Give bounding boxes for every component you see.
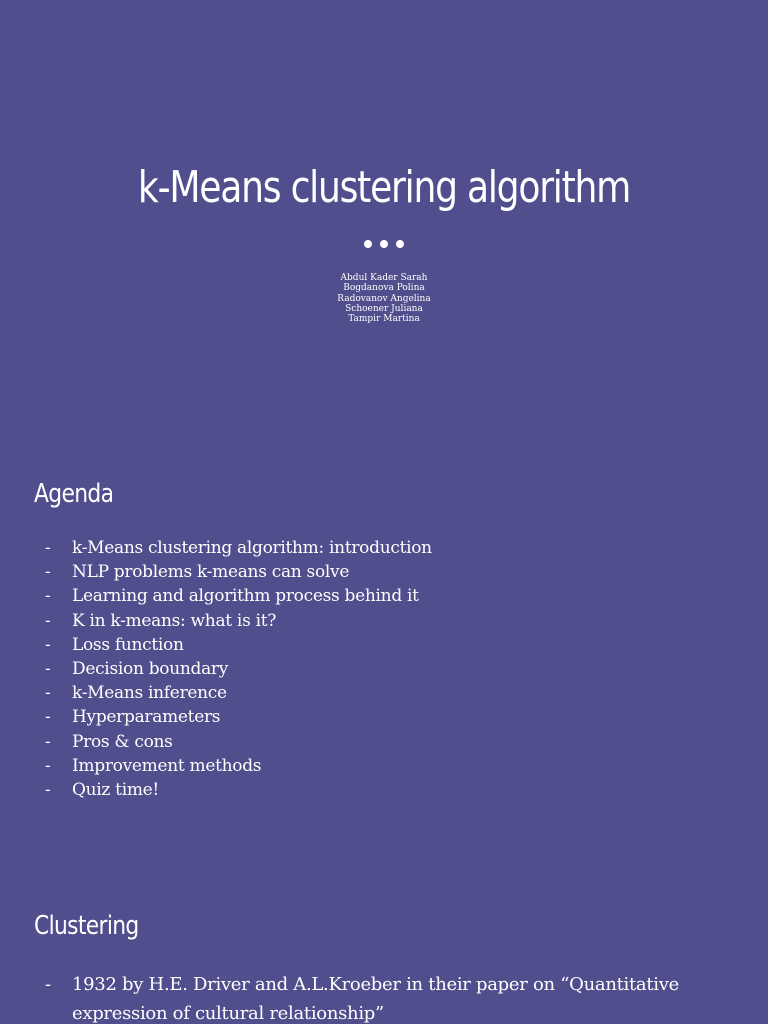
agenda-item — [0, 778, 432, 802]
bullet-dash: - — [45, 634, 51, 655]
author-name: Radovanov Angelina — [337, 293, 431, 304]
bullet-dash: - — [45, 683, 51, 704]
agenda-item-text: Improvement methods — [72, 755, 262, 776]
agenda-slide — [0, 432, 768, 864]
agenda-item-text: Quiz time! — [72, 779, 159, 800]
agenda-item — [0, 754, 432, 778]
bullet-dash: - — [45, 658, 51, 679]
bullet-dash: - — [45, 707, 51, 728]
bullet-dash: - — [45, 586, 51, 607]
agenda-item — [0, 681, 432, 705]
author-name: Tampir Martina — [348, 314, 420, 325]
author-name: Abdul Kader Sarah — [340, 273, 428, 283]
title-slide — [0, 0, 768, 432]
agenda-item — [0, 633, 432, 657]
dot-icon — [380, 240, 388, 248]
presentation-title: k-Means clustering algorithm — [137, 162, 631, 213]
agenda-item-text: Decision boundary — [72, 658, 229, 679]
author-list — [0, 273, 768, 324]
agenda-item — [0, 730, 432, 754]
author-name: Schoener Juliana — [345, 303, 423, 314]
agenda-item-text: Learning and algorithm process behind it — [72, 586, 419, 607]
bullet-dash: - — [45, 755, 51, 776]
clustering-heading: Clustering — [34, 911, 139, 941]
bullet-dash: - — [45, 731, 51, 752]
agenda-list — [0, 536, 432, 802]
agenda-item — [0, 536, 432, 560]
agenda-item-text: k-Means inference — [72, 683, 227, 704]
agenda-item — [0, 560, 432, 584]
clustering-list — [0, 970, 692, 1024]
agenda-item — [0, 705, 432, 729]
clustering-item-text: 1932 by H.E. Driver and A.L.Kroeber in their paper on “Quantitative expression of cultural relationship” — [72, 974, 679, 1024]
dot-icon — [396, 240, 404, 248]
author-name: Bogdanova Polina — [343, 283, 425, 294]
ellipsis-decoration — [364, 238, 404, 250]
bullet-dash: - — [45, 562, 51, 583]
bullet-dash: - — [45, 610, 51, 631]
clustering-slide — [0, 864, 768, 1024]
agenda-item-text: Loss function — [72, 634, 184, 655]
agenda-item-text: NLP problems k-means can solve — [72, 562, 350, 583]
agenda-item-text: k-Means clustering algorithm: introduction — [72, 538, 432, 558]
agenda-item — [0, 609, 432, 633]
bullet-dash: - — [45, 974, 51, 995]
agenda-item — [0, 657, 432, 681]
agenda-item-text: Pros & cons — [72, 731, 173, 752]
dot-icon — [364, 240, 372, 248]
agenda-item-text: Hyperparameters — [72, 707, 221, 728]
bullet-dash: - — [45, 779, 51, 800]
agenda-item — [0, 584, 432, 608]
agenda-heading: Agenda — [34, 479, 114, 509]
clustering-item — [0, 970, 692, 1024]
agenda-item-text: K in k-means: what is it? — [72, 610, 277, 631]
bullet-dash: - — [45, 538, 51, 558]
